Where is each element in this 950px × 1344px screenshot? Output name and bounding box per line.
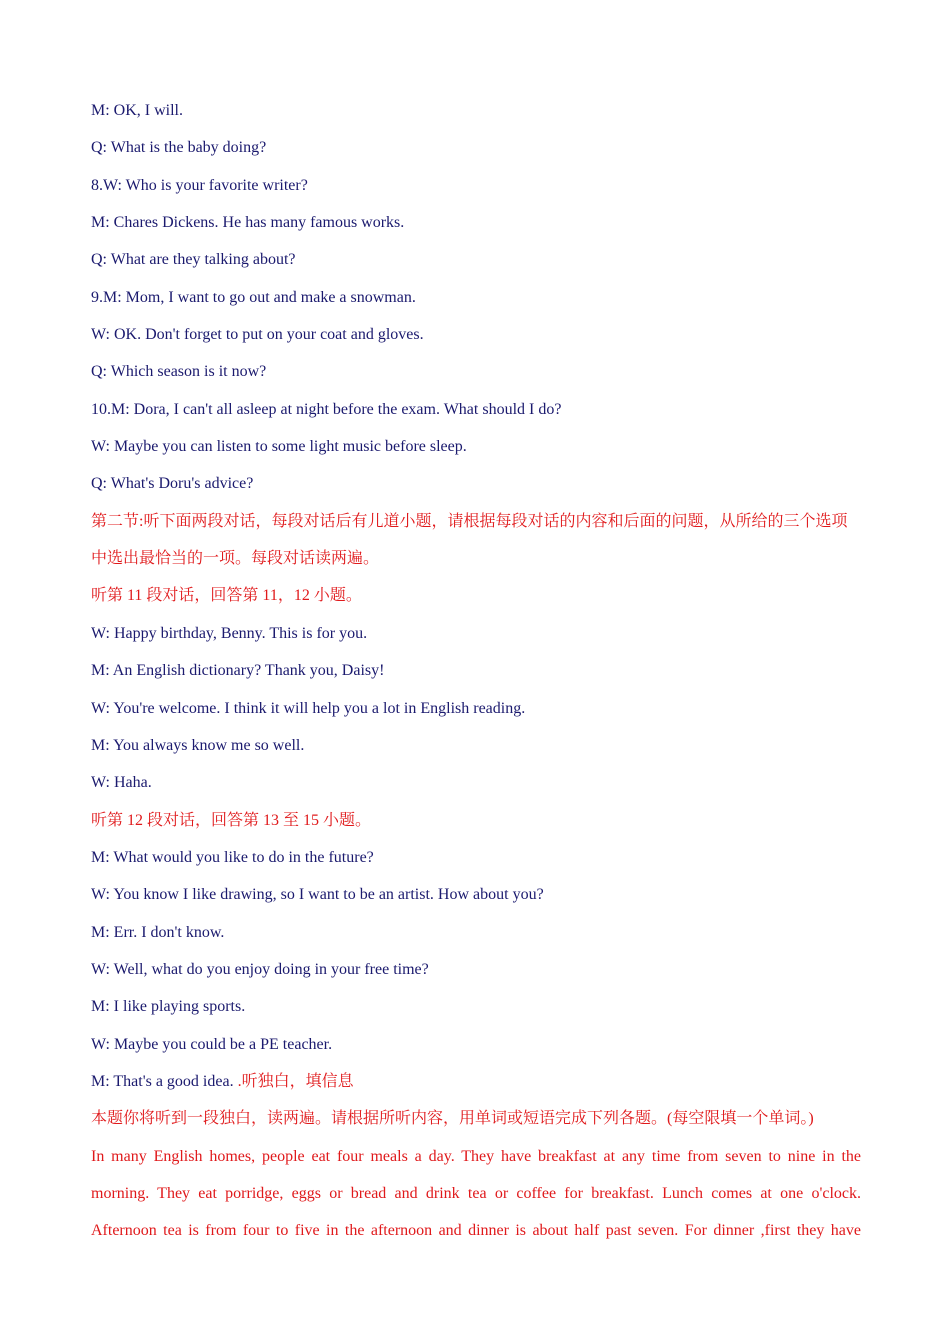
- dialogue-line: 10.M: Dora, I can't all asleep at night before the exam. What should I do?: [91, 400, 562, 418]
- monologue-line: In many English homes, people eat four meals a day. They have breakfast at any time from seven to nine in the: [91, 1147, 861, 1165]
- dialogue-line: W: Maybe you can listen to some light music before sleep.: [91, 438, 467, 456]
- last-line-text: M: That's a good idea.: [91, 1072, 238, 1090]
- dialogue-line: M: Err. I don't know.: [91, 923, 225, 941]
- dialogue-line: M: I like playing sports.: [91, 998, 246, 1016]
- dialogue-line: W: You know I like drawing, so I want to be an artist. How about you?: [91, 886, 544, 904]
- dialogue-line: M: An English dictionary? Thank you, Daisy!: [91, 662, 385, 680]
- dialogue-line: M: OK, I will.: [91, 102, 183, 119]
- section3-heading: .听独白，填信息: [237, 1072, 354, 1090]
- dialogue-line: M: Chares Dickens. He has many famous works.: [91, 214, 405, 232]
- dialogue-line: W: OK. Don't forget to put on your coat and gloves.: [91, 326, 424, 344]
- dialogue-line: W: You're welcome. I think it will help you a lot in English reading.: [91, 699, 526, 717]
- dialogue-line: W: Well, what do you enjoy doing in your free time?: [91, 960, 429, 978]
- dialogue-line: M: You always know me so well.: [91, 736, 305, 754]
- monologue-instruction: 本题你将听到一段独白，读两遍。请根据所听内容，用单词或短语完成下列各题。(每空限填一个单词。): [91, 1110, 814, 1128]
- dialogue-line: W: Happy birthday, Benny. This is for you.: [91, 624, 368, 642]
- document-content: [91, 92, 861, 1250]
- dialogue-line-last: [91, 1063, 861, 1100]
- dialogue-line: W: Haha.: [91, 774, 152, 792]
- question-line: Q: Which season is it now?: [91, 363, 267, 381]
- dialogue12-heading: 听第 12 段对话，回答第 13 至 15 小题。: [91, 811, 372, 829]
- dialogue-line: 9.M: Mom, I want to go out and make a snowman.: [91, 288, 416, 306]
- dialogue-line: 8.W: Who is your favorite writer?: [91, 176, 308, 194]
- question-line: Q: What's Doru's advice?: [91, 475, 254, 493]
- monologue-line: morning. They eat porridge, eggs or bread and drink tea or coffee for breakfast. Lunch comes at one o'clock.: [91, 1184, 861, 1202]
- dialogue11-heading: 听第 11 段对话，回答第 11，12 小题。: [91, 587, 362, 605]
- question-line: Q: What are they talking about?: [91, 251, 296, 269]
- section2-instruction: 第二节:听下面两段对话，每段对话后有儿道小题，请根据每段对话的内容和后面的问题，从所给的三个选项中选出最恰当的一项。每段对话读两遍。: [91, 512, 848, 568]
- dialogue-line: W: Maybe you could be a PE teacher.: [91, 1035, 333, 1053]
- monologue-line: Afternoon tea is from four to five in the afternoon and dinner is about half past seven. For dinner ,first they have: [91, 1222, 861, 1240]
- dialogue-line: M: What would you like to do in the future?: [91, 848, 374, 866]
- question-line: Q: What is the baby doing?: [91, 139, 267, 157]
